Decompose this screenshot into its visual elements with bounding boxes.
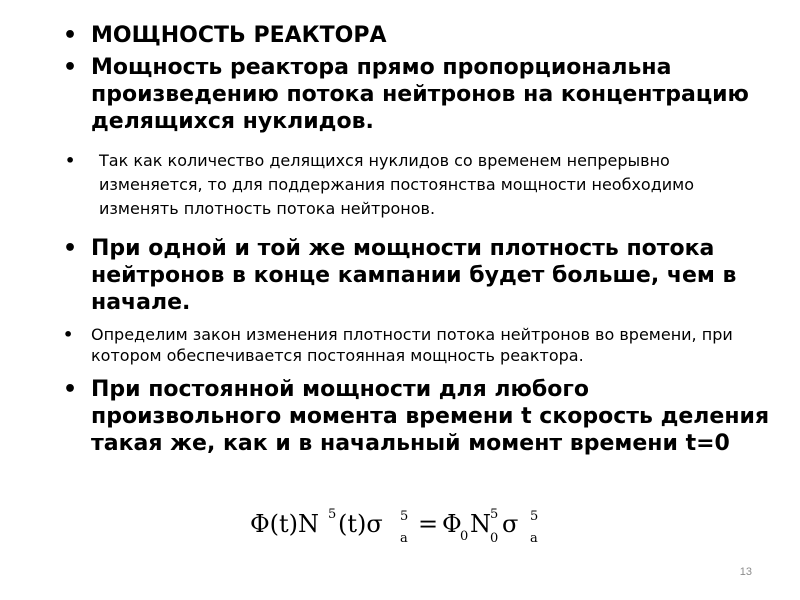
bullet-marker: •: [63, 55, 78, 80]
formula-rhs-n-sub: 0: [490, 531, 499, 546]
heading-text: МОЩНОСТЬ РЕАКТОРА: [91, 23, 387, 48]
bullet-marker: •: [65, 151, 76, 170]
bullet-text: Определим закон изменения плотности потока нейтронов во времени, при котором обеспечивается постоянная мощность реактора.: [91, 325, 733, 365]
bullet-list: [55, 22, 775, 457]
bullet-marker: •: [63, 236, 78, 261]
bullet-marker: •: [63, 377, 78, 402]
bullet-power-proportional: [55, 54, 775, 135]
formula-lhs-t-sigma: (t)σ: [338, 510, 383, 538]
bullet-heading: [55, 22, 775, 49]
formula-rhs-phi: Φ: [442, 510, 462, 538]
bullet-text: При постоянной мощности для любого произвольного момента времени t скорость деления такая же, как и в начальный момент времени t=0: [91, 377, 770, 456]
bullet-flux-larger: [55, 235, 775, 316]
formula-lhs-phi: Φ(t)N: [250, 510, 320, 538]
bullet-define-law: [55, 324, 775, 366]
fission-rate-formula: [250, 500, 550, 550]
formula-rhs-sigma: σ: [502, 510, 519, 538]
formula-rhs-n-sup: 5: [490, 507, 499, 522]
formula-lhs-n-sup: 5: [328, 507, 337, 522]
bullet-text: При одной и той же мощности плотность потока нейтронов в конце кампании будет больше, чем в начале.: [91, 236, 737, 315]
bullet-text: Мощность реактора прямо пропорциональна произведению потока нейтронов на концентрацию делящихся нуклидов.: [91, 55, 749, 134]
formula-lhs-sigma-sub: a: [400, 531, 408, 546]
bullet-nuclides-change: [55, 149, 775, 221]
formula-rhs-phi-sub: 0: [460, 529, 469, 544]
formula-lhs-sigma-sup: 5: [400, 509, 409, 524]
formula-rhs-n: N: [470, 510, 491, 538]
formula-rhs-sigma-sub: a: [530, 531, 538, 546]
formula-rhs-sigma-sup: 5: [530, 509, 539, 524]
formula-equals: =: [418, 510, 439, 538]
bullet-marker: •: [63, 23, 78, 48]
bullet-text: Так как количество делящихся нуклидов со временем непрерывно изменяется, то для поддержания постоянства мощности необходимо изменять плотность потока нейтронов.: [99, 151, 695, 218]
bullet-marker: •: [63, 325, 74, 344]
slide-number: 13: [739, 566, 752, 578]
bullet-constant-power: [55, 376, 775, 457]
